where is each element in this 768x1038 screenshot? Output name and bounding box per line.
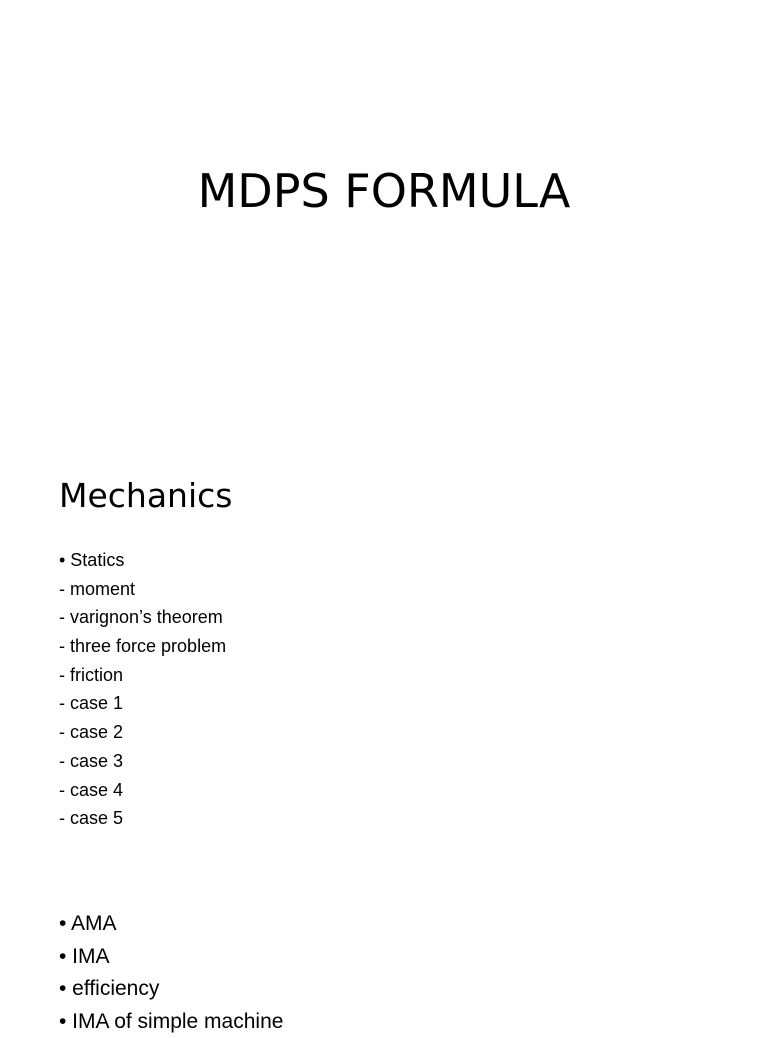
list-item: - case 4 [59,776,226,805]
page-title: MDPS FORMULA [0,162,768,220]
list-item: • efficiency [59,973,283,1006]
statics-topic-list [59,546,226,833]
list-item: • AMA [59,908,283,941]
list-item: - case 3 [59,747,226,776]
list-item: - friction [59,661,226,690]
list-item: - case 1 [59,689,226,718]
list-item: - varignon’s theorem [59,603,226,632]
list-item: - three force problem [59,632,226,661]
list-item: • IMA of simple machine [59,1006,283,1038]
list-item: - case 2 [59,718,226,747]
list-item: • IMA [59,941,283,974]
machine-topic-list [59,908,283,1038]
list-item: - case 5 [59,804,226,833]
list-item: - moment [59,575,226,604]
list-item: • Statics [59,546,226,575]
section-heading-mechanics: Mechanics [59,475,232,517]
